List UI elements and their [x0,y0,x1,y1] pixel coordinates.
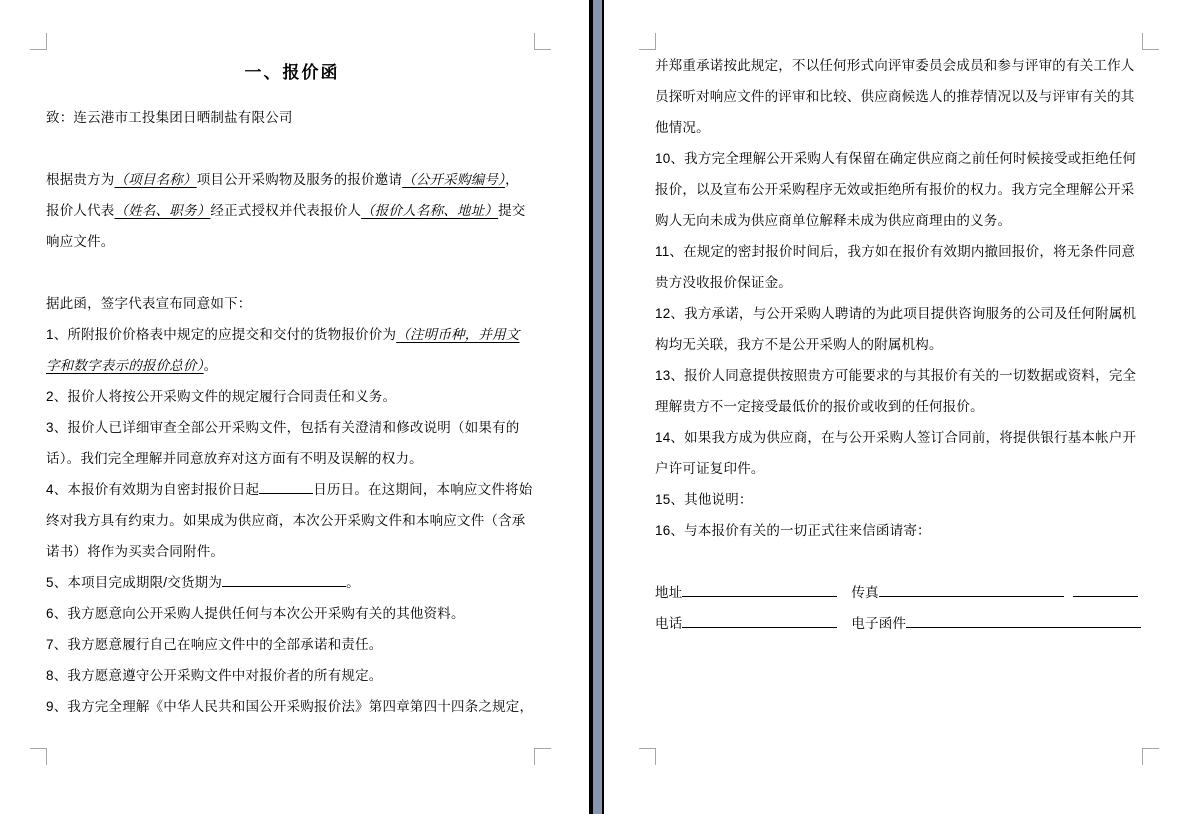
fill-in-blank [222,572,346,587]
text-run: 报价人代表 [46,203,115,218]
text-run: 9、我方完全理解《中华人民共和国公开采购报价法》第四章第四十四条之规定， [46,699,534,714]
text-run: 话）。我们完全理解并同意放弃对这方面有不明及误解的权力。 [46,451,423,466]
margin-crop-mark [639,33,656,50]
text-line [46,164,538,195]
text-line [46,629,538,660]
placeholder-italic-underlined: （项目名称） [114,172,197,187]
text-run: 1、所附报价价格表中规定的应提交和交付的货物报价价为 [46,327,397,342]
text-run: 提交 [498,203,526,218]
placeholder-italic-underlined: 字和数字表示的报价总价） [46,358,204,373]
text-run: 传真 [851,585,879,600]
text-run: 。 [203,358,218,373]
text-line [46,412,538,443]
spacer [1064,596,1073,597]
text-run: 致：连云港市工投集团日晒制盐有限公司 [46,110,293,125]
blank-line [655,546,1147,577]
text-line [655,577,1147,608]
text-line [46,288,538,319]
left-page-text-area[interactable] [46,56,538,722]
text-run: 根据贵方为 [46,172,115,187]
text-run: 理解贵方不一定接受最低价的报价或收到的任何报价。 [655,399,984,414]
text-run: 地址 [655,585,683,600]
text-run: 响应文件。 [46,234,115,249]
fill-in-blank [682,613,837,628]
text-line [655,608,1147,639]
text-line [655,50,1147,81]
text-line [46,505,538,536]
text-run: 电子函件 [851,616,907,631]
text-line [655,174,1147,205]
margin-crop-mark [30,33,47,50]
margin-crop-mark [534,33,551,50]
text-line [46,381,538,412]
text-run: 电话 [655,616,683,631]
text-run: 经正式授权并代表报价人 [210,203,362,218]
margin-crop-mark [1142,748,1159,765]
text-line [655,422,1147,453]
text-run: 16、与本报价有关的一切正式往来信函请寄： [655,523,931,538]
fill-in-blank [1073,582,1138,597]
text-run: 他情况。 [655,120,710,135]
text-line [655,143,1147,174]
margin-crop-mark [639,748,656,765]
text-run: 构均无关联，我方不是公开采购人的附属机构。 [655,337,943,352]
text-run: 。 [346,575,360,590]
text-line [46,226,538,257]
text-run: 6、我方愿意向公开采购人提供任何与本次公开采购有关的其他资料。 [46,606,465,621]
text-run: 13、报价人同意提供按照贵方可能要求的与其报价有关的一切数据或资料，完全 [655,368,1137,383]
text-line [655,236,1147,267]
placeholder-italic-underlined: （报价人名称、地址） [361,203,499,218]
text-line [46,567,538,598]
text-run: ， [505,172,519,187]
text-line [655,298,1147,329]
right-page-text-area[interactable] [655,50,1147,639]
text-run: 并郑重承诺按此规定，不以任何形式向评审委员会成员和参与评审的有关工作人 [655,58,1135,73]
placeholder-italic-underlined: （姓名、职务） [114,203,211,218]
right-page-body [655,50,1147,639]
blank-line [46,257,538,288]
fill-in-blank [259,479,313,494]
text-run: 14、如果我方成为供应商，在与公开采购人签订合同前，将提供银行基本帐户开 [655,430,1137,445]
text-line [46,195,538,226]
text-line [46,350,538,381]
text-line [655,267,1147,298]
placeholder-italic-underlined: （公开采购编号） [402,172,506,187]
fill-in-blank [879,582,1064,597]
text-run: 据此函，签字代表宣布同意如下： [46,296,252,311]
text-run: 报价，以及宣布公开采购程序无效或拒绝所有报价的权力。我方完全理解公开采 [655,182,1135,197]
text-run: 4、本报价有效期为自密封报价日起 [46,482,260,497]
text-line [46,319,538,350]
text-run: 10、我方完全理解公开采购人有保留在确定供应商之前任何时候接受或拒绝任何 [655,151,1137,166]
text-line [46,691,538,722]
blank-line [46,133,538,164]
text-line [655,81,1147,112]
text-line [46,443,538,474]
fill-in-blank [906,613,1141,628]
text-line [46,660,538,691]
text-line [655,360,1147,391]
text-line [655,484,1147,515]
text-run: 员探听对响应文件的评审和比较、供应商候选人的推荐情况以及与评审有关的其 [655,89,1135,104]
spacer [837,596,851,597]
text-run: 日历日。在这期间，本响应文件将始 [313,482,533,497]
text-run: 3、报价人已详细审查全部公开采购文件，包括有关澄清和修改说明（如果有的 [46,420,520,435]
text-line [46,474,538,505]
left-page-body [46,102,538,722]
margin-crop-mark [1142,33,1159,50]
text-run: 户许可证复印件。 [655,461,765,476]
text-run: 贵方没收报价保证金。 [655,275,792,290]
text-run: 11、在规定的密封报价时间后，我方如在报价有效期内撤回报价，将无条件同意 [655,244,1136,259]
text-line [46,598,538,629]
text-run: 诺书）将作为买卖合同附件。 [46,544,225,559]
margin-crop-mark [30,748,47,765]
document-title: 一、报价函 [244,63,340,82]
text-line [655,112,1147,143]
text-run: 7、我方愿意履行自己在响应文件中的全部承诺和责任。 [46,637,383,652]
fill-in-blank [682,582,837,597]
margin-crop-mark [534,748,551,765]
text-line [655,453,1147,484]
placeholder-italic-underlined: （注明币种，并用文 [396,327,520,342]
page-divider [589,0,604,814]
text-line [655,515,1147,546]
text-line [655,329,1147,360]
text-line [655,391,1147,422]
text-run: 2、报价人将按公开采购文件的规定履行合同责任和义务。 [46,389,397,404]
text-run: 15、其他说明： [655,492,753,507]
text-run: 终对我方具有约束力。如果成为供应商，本次公开采购文件和本响应文件（含承 [46,513,526,528]
text-run: 项目公开采购物及服务的报价邀请 [196,172,403,187]
text-line [46,102,538,133]
text-run: 购人无向未成为供应商单位解释未成为供应商理由的义务。 [655,213,1012,228]
text-run: 12、我方承诺，与公开采购人聘请的为此项目提供咨询服务的公司及任何附属机 [655,306,1137,321]
text-line [46,536,538,567]
text-line [655,205,1147,236]
spacer [837,627,851,628]
text-run: 5、本项目完成期限/交货期为 [46,575,223,590]
text-run: 8、我方愿意遵守公开采购文件中对报价者的所有规定。 [46,668,383,683]
